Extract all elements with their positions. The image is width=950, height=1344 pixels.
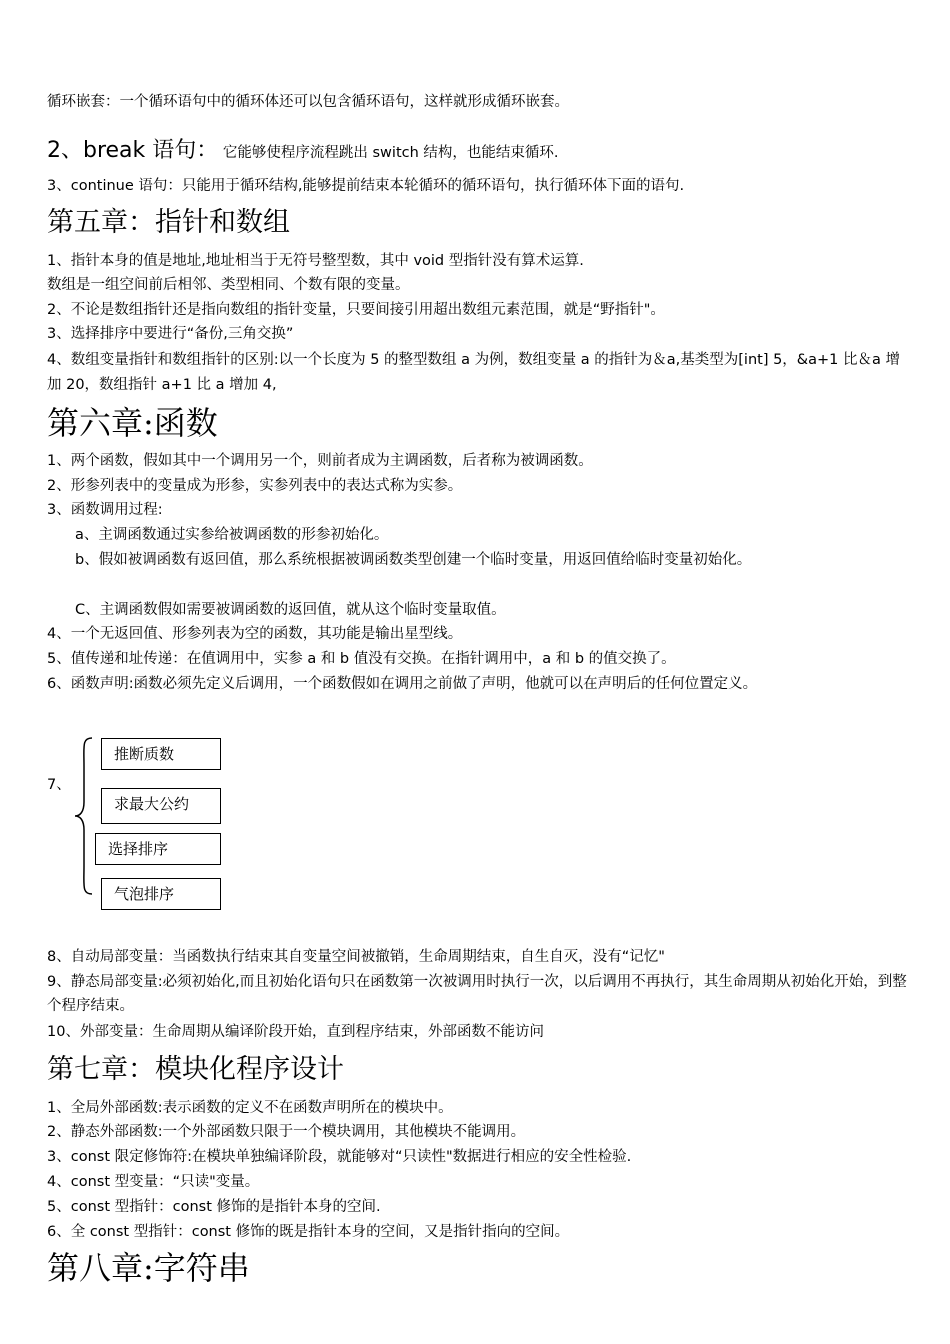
continue-statement: 3、continue 语句：只能用于循环结构,能够提前结束本轮循环的循环语句，执行循环体下面的语句.	[47, 178, 685, 194]
ch6-item-3a: a、主调函数通过实参给被调函数的形参初始化。	[75, 527, 389, 543]
ch6-item-3b: b、假如被调函数有返回值，那么系统根据被调函数类型创建一个临时变量，用返回值给临时变量初始化。	[75, 552, 752, 568]
break-description: 它能够使程序流程跳出 switch 结构，也能结束循环.	[222, 145, 559, 161]
ch5-item-1b: 数组是一组空间前后相邻、类型相同、个数有限的变量。	[47, 277, 410, 293]
chapter-6-heading: 第六章:函数	[47, 404, 218, 442]
ch6-item-3c: C、主调函数假如需要被调函数的返回值，就从这个临时变量取值。	[75, 602, 506, 618]
ch7-item-3: 3、const 限定修饰符:在模块单独编译阶段，就能够对“只读性"数据进行相应的安全性检验.	[47, 1149, 632, 1165]
ch6-item-8: 8、自动局部变量：当函数执行结束其自变量空间被撤销，生命周期结束，自生自灭，没有“记忆"	[47, 949, 665, 965]
ch5-item-3: 3、选择排序中要进行“备份,三角交换”	[47, 326, 294, 342]
curly-brace-icon	[72, 736, 96, 896]
nested-loop-text: 循环嵌套：一个循环语句中的循环体还可以包含循环语句，这样就形成循环嵌套。	[47, 94, 569, 110]
ch6-item-9: 9、静态局部变量:必须初始化,而且初始化语句只在函数第一次被调用时执行一次，以后调用不再执行，其生命周期从初始化开始，到整个程序结束。	[47, 974, 907, 1014]
break-heading: 2、break 语句：	[47, 138, 219, 163]
box-bubble-sort: 气泡排序	[101, 878, 221, 910]
ch7-item-2: 2、静态外部函数:一个外部函数只限于一个模块调用，其他模块不能调用。	[47, 1124, 526, 1140]
ch6-item-5: 5、值传递和址传递：在值调用中，实参 a 和 b 值没有交换。在指针调用中，a 和 b 的值交换了。	[47, 651, 676, 667]
box-selection-sort: 选择排序	[95, 833, 221, 865]
ch7-item-5: 5、const 型指针：const 修饰的是指针本身的空间.	[47, 1199, 381, 1215]
ch7-item-6: 6、全 const 型指针：const 修饰的既是指针本身的空间，又是指针指向的空间。	[47, 1224, 570, 1240]
ch5-item-1: 1、指针本身的值是地址,地址相当于无符号整型数，其中 void 型指针没有算术运算.	[47, 253, 584, 269]
ch6-item-6: 6、函数声明:函数必须先定义后调用，一个函数假如在调用之前做了声明，他就可以在声明后的任何位置定义。	[47, 676, 758, 692]
chapter-7-heading: 第七章：模块化程序设计	[47, 1054, 344, 1085]
chapter-5-heading: 第五章：指针和数组	[47, 207, 290, 238]
ch7-item-4: 4、const 型变量：“只读"变量。	[47, 1174, 260, 1190]
ch6-item-2: 2、形参列表中的变量成为形参，实参列表中的表达式称为实参。	[47, 478, 463, 494]
ch6-item-4: 4、一个无返回值、形参列表为空的函数，其功能是输出星型线。	[47, 626, 463, 642]
box-prime-check: 推断质数	[101, 738, 221, 770]
ch6-item-7-label: 7、	[47, 777, 71, 793]
ch6-item-1: 1、两个函数，假如其中一个调用另一个，则前者成为主调函数，后者称为被调函数。	[47, 453, 593, 469]
ch5-item-2: 2、不论是数组指针还是指向数组的指针变量，只要间接引用超出数组元素范围，就是“野指针"。	[47, 302, 665, 318]
break-statement	[47, 136, 907, 168]
box-gcd: 求最大公约	[101, 788, 221, 824]
ch6-item-10: 10、外部变量：生命周期从编译阶段开始，直到程序结束，外部函数不能访问	[47, 1024, 544, 1040]
ch7-item-1: 1、全局外部函数:表示函数的定义不在函数声明所在的模块中。	[47, 1100, 453, 1116]
ch6-item-3: 3、函数调用过程:	[47, 502, 163, 518]
ch5-item-4: 4、数组变量指针和数组指针的区别:以一个长度为 5 的整型数组 a 为例，数组变量 a 的指针为＆a,基类型为[int] 5，&a+1 比＆a 增加 20，数组指针 a+1 比 a 增加 4,	[47, 352, 900, 393]
chapter-8-heading: 第八章:字符串	[47, 1249, 250, 1287]
